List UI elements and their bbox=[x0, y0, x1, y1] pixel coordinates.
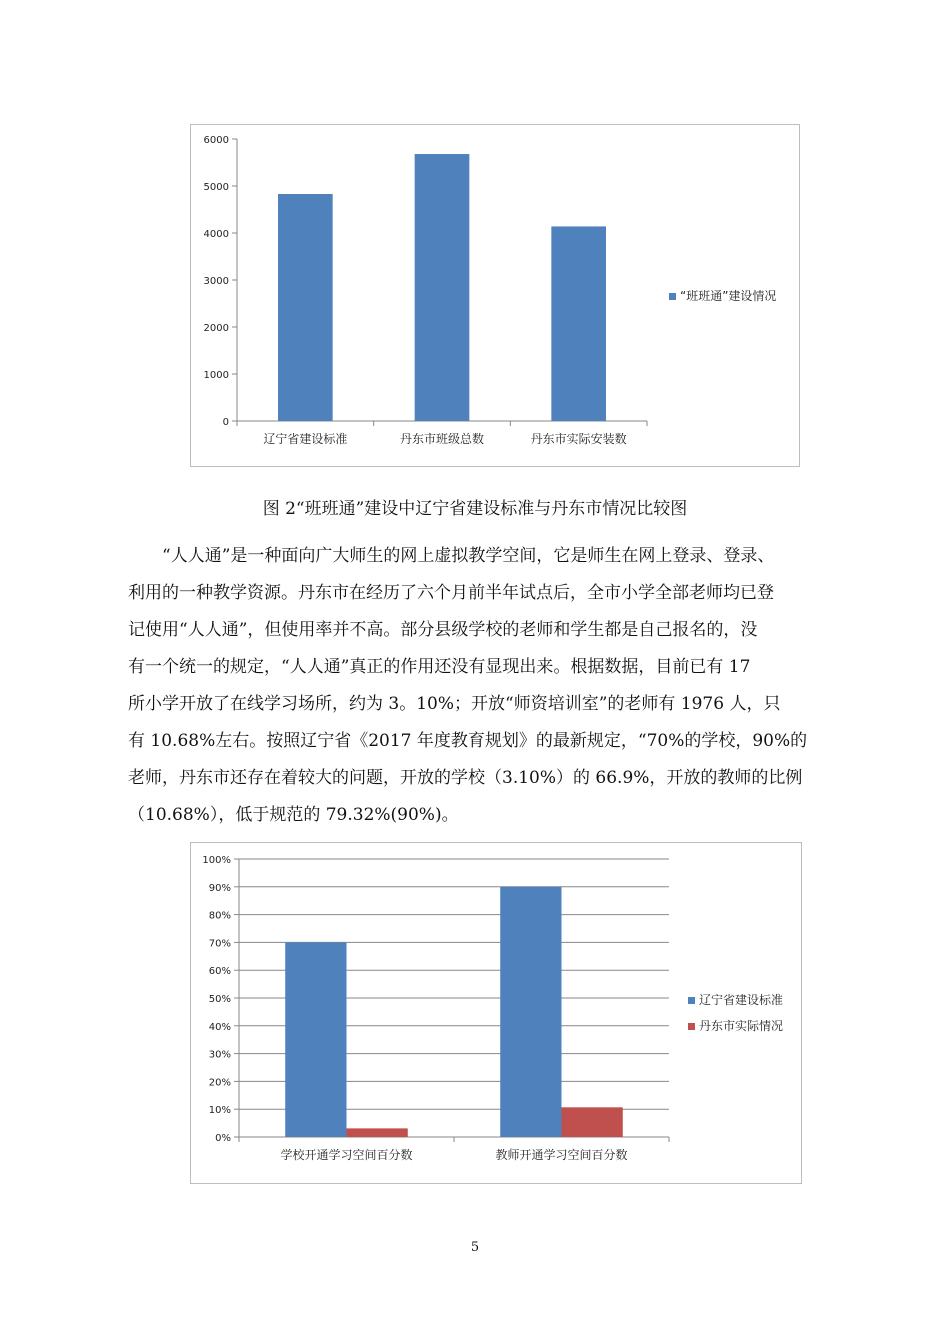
y-tick-label: 20% bbox=[208, 1077, 231, 1089]
y-tick-label: 30% bbox=[208, 1049, 231, 1061]
y-tick-label: 100% bbox=[202, 855, 231, 866]
paragraph-line: （10.68%），低于规范的 79.32%(90%)。 bbox=[128, 805, 459, 825]
chart-1-frame bbox=[190, 124, 800, 467]
y-tick-label: 3000 bbox=[203, 276, 229, 287]
bar bbox=[562, 1107, 623, 1137]
paragraph-line: 有一个统一的规定，“人人通”真正的作用还没有显现出来。根据数据，目前已有 17 bbox=[128, 657, 751, 677]
y-tick-label: 40% bbox=[208, 1021, 231, 1033]
paragraph-line: 老师，丹东市还存在着较大的问题，开放的学校（3.10%）的 66.9%，开放的教师的比例 bbox=[128, 768, 803, 788]
bar bbox=[347, 1128, 408, 1137]
figure-caption: 图 2“班班通”建设中辽宁省建设标准与丹东市情况比较图 bbox=[262, 499, 688, 519]
y-tick-label: 1000 bbox=[203, 370, 229, 381]
bar bbox=[551, 226, 606, 421]
legend-label: 辽宁省建设标准 bbox=[699, 993, 784, 1007]
chart-1-banbantong bbox=[191, 125, 799, 466]
y-tick-label: 80% bbox=[208, 910, 231, 922]
y-tick-label: 70% bbox=[208, 938, 231, 950]
legend-swatch bbox=[688, 1023, 695, 1030]
x-category-label: 丹东市班级总数 bbox=[399, 432, 485, 446]
x-category-label: 辽宁省建设标准 bbox=[263, 432, 348, 446]
y-tick-label: 10% bbox=[208, 1105, 231, 1117]
legend-swatch bbox=[688, 997, 695, 1004]
chart-2-frame bbox=[190, 842, 802, 1184]
paragraph-line: 利用的一种教学资源。丹东市在经历了六个月前半年试点后，全市小学全部老师均已登 bbox=[128, 583, 774, 603]
y-tick-label: 50% bbox=[208, 994, 231, 1005]
bar bbox=[278, 194, 333, 421]
chart-2-learning-space bbox=[191, 843, 801, 1183]
y-tick-label: 0% bbox=[215, 1133, 231, 1144]
page-number: 5 bbox=[470, 1240, 480, 1255]
y-tick-label: 0 bbox=[222, 417, 229, 428]
paragraph-line: 所小学开放了在线学习场所，约为 3。10%；开放“师资培训室”的老师有 1976 人，只 bbox=[128, 694, 781, 714]
x-category-label: 学校开通学习空间百分数 bbox=[280, 1148, 413, 1162]
legend-label: 丹东市实际情况 bbox=[699, 1019, 784, 1033]
legend-swatch bbox=[669, 293, 676, 300]
y-tick-label: 6000 bbox=[203, 135, 229, 146]
paragraph-line: 有 10.68%左右。按照辽宁省《2017 年度教育规划》的最新规定，“70%的学校，90%的 bbox=[128, 731, 808, 751]
y-tick-label: 4000 bbox=[203, 229, 229, 240]
y-tick-label: 2000 bbox=[203, 323, 229, 334]
y-tick-label: 60% bbox=[208, 966, 231, 978]
paragraph-line: 记使用“人人通”，但使用率并不高。部分县级学校的老师和学生都是自己报名的，没 bbox=[128, 620, 758, 640]
paragraph-line: “人人通”是一种面向广大师生的网上虚拟教学空间，它是师生在网上登录、登录、 bbox=[162, 546, 775, 566]
legend-label: “班班通”建设情况 bbox=[680, 289, 777, 303]
bar bbox=[285, 942, 346, 1137]
bar bbox=[500, 887, 561, 1137]
x-category-label: 丹东市实际安装数 bbox=[530, 432, 627, 446]
y-tick-label: 5000 bbox=[203, 182, 229, 193]
bar bbox=[415, 154, 470, 421]
y-tick-label: 90% bbox=[208, 882, 231, 894]
x-category-label: 教师开通学习空间百分数 bbox=[495, 1148, 628, 1162]
body-paragraph bbox=[128, 538, 860, 834]
